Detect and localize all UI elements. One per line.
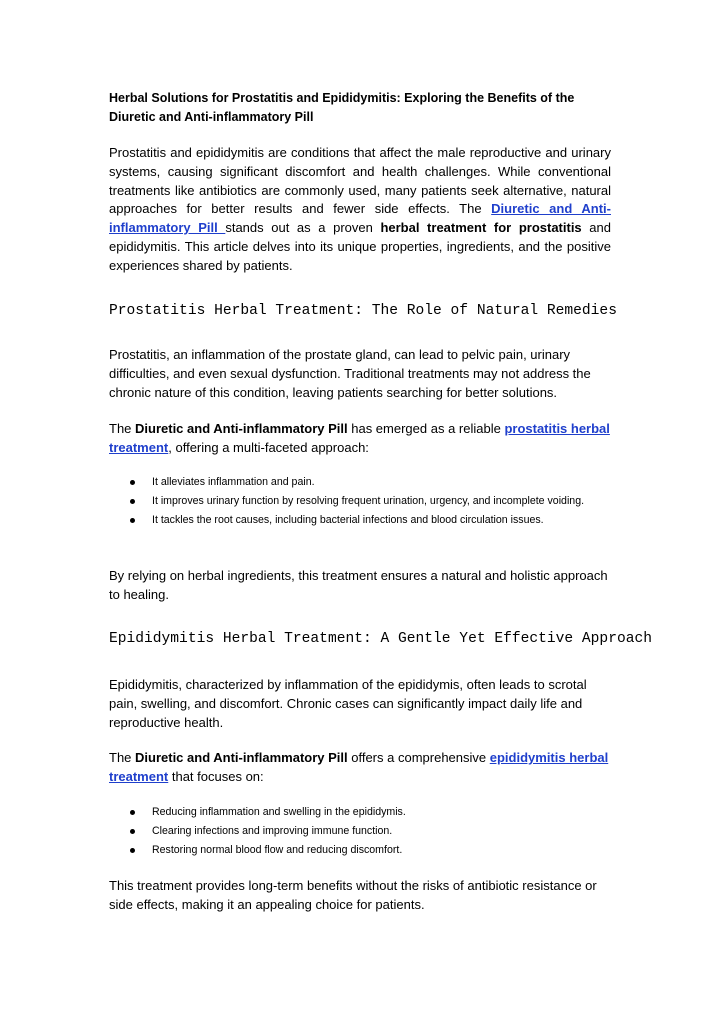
intro-bold: herbal treatment for prostatitis (380, 220, 582, 236)
intro-text-2: stands out as a proven (225, 220, 381, 236)
section1-bullet-list (109, 473, 611, 530)
list-item-text: It improves urinary function by resolving frequent urination, urgency, and incomplete voiding. (152, 495, 585, 507)
list-item (109, 841, 611, 860)
list-item (109, 492, 611, 511)
section1-para2-post: , offering a multi-faceted approach: (168, 439, 369, 455)
list-item (109, 473, 611, 492)
bullet-icon (130, 518, 135, 523)
section1-para1: Prostatitis, an inflammation of the prostate gland, can lead to pelvic pain, urinary difficulties, and even sexual dysfunction. Traditional treatments may not address the chronic nature of this condition, leaving patients searching for better solutions. (109, 347, 591, 400)
section2-para1: Epididymitis, characterized by inflammation of the epididymis, often leads to scrotal pain, swelling, and discomfort. Chronic cases can significantly impact daily life and reproductive health. (109, 677, 587, 730)
list-item (109, 803, 611, 822)
section2-para2-post: that focuses on: (168, 768, 264, 784)
list-item-text: It alleviates inflammation and pain. (152, 476, 315, 488)
bullet-icon (130, 480, 135, 485)
section1-para2-bold: Diuretic and Anti-inflammatory Pill (135, 421, 348, 436)
bullet-icon (130, 499, 135, 504)
bullet-icon (130, 810, 135, 815)
epididymitis-treatment-link[interactable]: epididymitis herbal treatment (109, 750, 609, 784)
section1-para2 (109, 420, 611, 458)
section1-para2-mid: has emerged as a reliable (347, 421, 505, 436)
section2-para2-mid: offers a comprehensive (347, 750, 490, 765)
list-item-text: Clearing infections and improving immune function. (152, 825, 393, 837)
section1-para3: By relying on herbal ingredients, this treatment ensures a natural and holistic approach to healing. (109, 568, 608, 602)
list-item-text: Restoring normal blood flow and reducing discomfort. (152, 844, 403, 856)
article-title: Herbal Solutions for Prostatitis and Epididymitis: Exploring the Benefits of the Diuretic and Anti-inflammatory Pill (109, 91, 575, 124)
section2-para2 (109, 749, 611, 787)
section2-bullet-list (109, 803, 611, 860)
intro-text-3: and epididymitis. This article delves into its unique properties, ingredients, and the positive experiences shared by patients. (109, 220, 611, 273)
section2-para2-bold: Diuretic and Anti-inflammatory Pill (135, 750, 348, 765)
diuretic-pill-link[interactable]: Diuretic and Anti-inflammatory Pill (109, 201, 611, 236)
section1-para2-pre: The (109, 421, 136, 436)
list-item (109, 511, 611, 530)
section2-para2-pre: The (109, 750, 136, 765)
prostatitis-treatment-link[interactable]: prostatitis herbal treatment (109, 421, 610, 455)
intro-text-1: Prostatitis and epididymitis are conditions that affect the male reproductive and urinary systems, causing significant discomfort and health challenges. While conventional treatments like antibiotics are commonly used, many patients seek alternative, natural approaches for better results and fewer side effects. The (109, 145, 611, 217)
section1-heading: Prostatitis Herbal Treatment: The Role of Natural Remedies (109, 303, 617, 319)
bullet-icon (130, 829, 135, 834)
bullet-icon (130, 848, 135, 853)
list-item-text: Reducing inflammation and swelling in the epididymis. (152, 806, 406, 818)
section2-heading: Epididymitis Herbal Treatment: A Gentle Yet Effective Approach (109, 631, 652, 647)
intro-paragraph (109, 144, 611, 276)
section2-para3: This treatment provides long-term benefits without the risks of antibiotic resistance or side effects, making it an appealing choice for patients. (109, 878, 597, 912)
list-item (109, 822, 611, 841)
list-item-text: It tackles the root causes, including bacterial infections and blood circulation issues. (152, 514, 544, 526)
